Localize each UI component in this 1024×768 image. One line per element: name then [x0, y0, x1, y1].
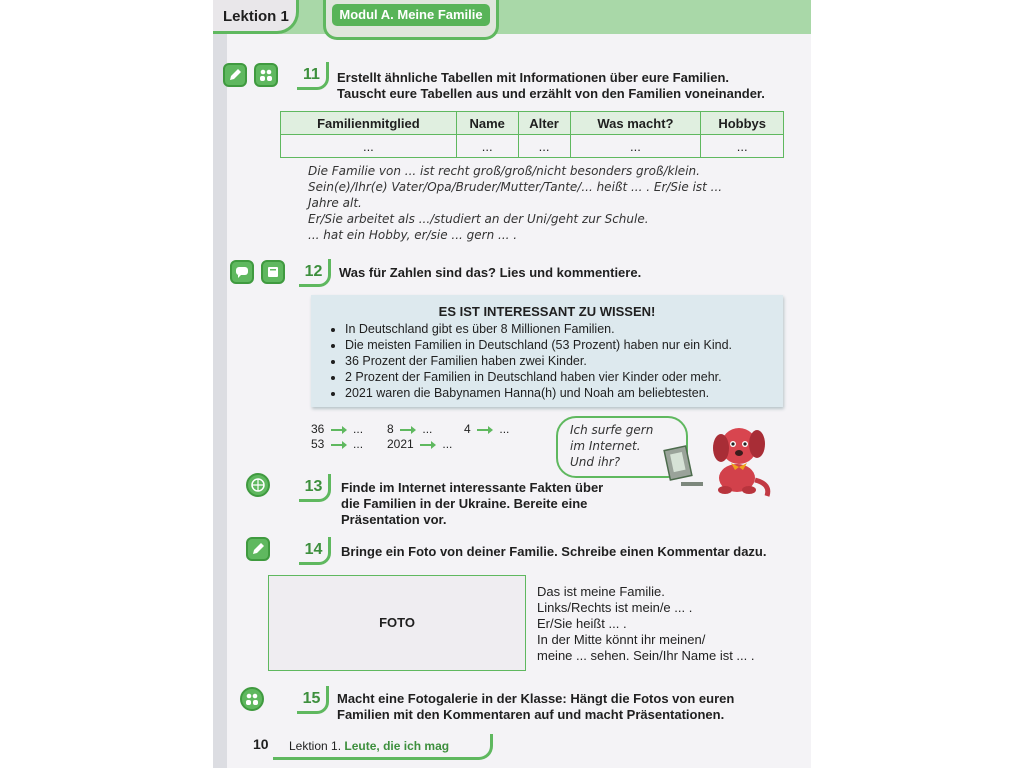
hint-line: Er/Sie arbeitet als .../studiert an der Uni/geht zur Schule.: [308, 212, 649, 226]
group-icon: [240, 687, 264, 711]
bubble-text: Ich surfe gern im Internet. Und ihr?: [570, 423, 654, 469]
hint-line: Sein(e)/Ihr(e) Vater/Opa/Bruder/Mutter/Tante/... heißt ... . Er/Sie ist ...: [308, 180, 723, 194]
number-8: 8: [387, 422, 394, 436]
task-number-13: 13: [299, 474, 331, 502]
column-header: Was macht?: [570, 112, 701, 135]
table-cell: ...: [570, 135, 701, 158]
facts-list: [311, 321, 783, 401]
hint-line: ... hat ein Hobby, er/sie ... gern ... .: [308, 228, 518, 242]
table-cell: ...: [701, 135, 784, 158]
task-number-12: 12: [299, 259, 331, 287]
task13-text: Finde im Internet interessante Fakten über die Familien in der Ukraine. Bereite eine Präsentation vor.: [341, 480, 604, 527]
list-item: • 2021 waren die Babynamen Hanna(h) und Noah am beliebtesten.: [345, 385, 783, 401]
list-item: • In Deutschland gibt es über 8 Millionen Familien.: [345, 321, 783, 337]
footer-title: [273, 734, 493, 760]
modul-label: Modul A. Meine Familie: [332, 4, 490, 26]
table-cell: ...: [281, 135, 457, 158]
arrow-right-icon: [331, 426, 347, 434]
number-row-1c: [464, 422, 509, 436]
photo-placeholder: FOTO: [268, 575, 526, 671]
table-row: [281, 135, 784, 158]
page-edge: [213, 0, 227, 768]
blank: ...: [442, 437, 453, 451]
footer-lektion: Lektion 1.: [289, 739, 342, 753]
header-band: [213, 0, 811, 34]
arrow-right-icon: [420, 441, 436, 449]
book-icon: [261, 260, 285, 284]
number-53: 53: [311, 437, 325, 451]
arrow-right-icon: [400, 426, 416, 434]
number-row-1b: [387, 422, 432, 436]
table-header-row: [281, 112, 784, 135]
speech-icon: [230, 260, 254, 284]
column-header: Name: [456, 112, 518, 135]
number-row-2b: [387, 437, 452, 451]
list-item: • 2 Prozent der Familien in Deutschland haben vier Kinder oder mehr.: [345, 369, 783, 385]
task15-text: Macht eine Fotogalerie in der Klasse: Hängt die Fotos von euren Familien mit den Kommentaren auf und macht Präsentationen.: [337, 691, 735, 722]
column-header: Hobbys: [701, 112, 784, 135]
number-36: 36: [311, 422, 325, 436]
globe-icon: [246, 473, 270, 497]
list-item: • Die meisten Familien in Deutschland (53 Prozent) haben nur ein Kind.: [345, 337, 783, 353]
column-header: Alter: [518, 112, 570, 135]
column-header: Familienmitglied: [281, 112, 457, 135]
task11-text: [337, 70, 765, 102]
task11-line2: Tauscht eure Tabellen aus und erzählt von den Familien voneinander.: [337, 86, 765, 101]
blank: ...: [499, 422, 510, 436]
photo-comment: Das ist meine Familie. Links/Rechts ist mein/e ... . Er/Sie heißt ... . In der Mitte könnt ihr meinen/ meine ... sehen. Sein/Ihr Name ist ... .: [537, 584, 755, 663]
table-cell: ...: [456, 135, 518, 158]
blank: ...: [353, 422, 364, 436]
family-table: [280, 111, 784, 158]
number-row-1: [311, 422, 363, 436]
table-cell: ...: [518, 135, 570, 158]
list-item: • 36 Prozent der Familien haben zwei Kinder.: [345, 353, 783, 369]
task14-text: Bringe ein Foto von deiner Familie. Schreibe einen Kommentar dazu.: [341, 544, 767, 559]
task-number-15: 15: [297, 686, 329, 714]
task-number-14: 14: [299, 537, 331, 565]
group-icon: [254, 63, 278, 87]
info-box-title: ES IST INTERESSANT ZU WISSEN!: [438, 304, 656, 319]
hint-line: Die Familie von ... ist recht groß/groß/nicht besonders groß/klein.: [308, 164, 700, 178]
task-number-11: 11: [297, 62, 329, 90]
number-row-2: [311, 437, 363, 451]
number-4: 4: [464, 422, 471, 436]
pencil-icon: [246, 537, 270, 561]
blank: ...: [422, 422, 433, 436]
task11-hints: [308, 163, 722, 243]
dog-with-laptop-illustration: [663, 418, 783, 498]
number-2021: 2021: [387, 437, 414, 451]
info-box: [311, 295, 783, 407]
textbook-page: [213, 0, 811, 768]
task12-text: Was für Zahlen sind das? Lies und kommentiere.: [339, 265, 642, 280]
page-number: 10: [253, 736, 269, 752]
footer-chapter: Leute, die ich mag: [344, 739, 450, 753]
hint-line: Jahre alt.: [308, 196, 362, 210]
pencil-icon: [223, 63, 247, 87]
task11-line1: Erstellt ähnliche Tabellen mit Informationen über eure Familien.: [337, 70, 730, 85]
arrow-right-icon: [477, 426, 493, 434]
blank: ...: [353, 437, 364, 451]
lektion-tab: Lektion 1: [213, 0, 299, 34]
modul-tab: [323, 0, 499, 40]
arrow-right-icon: [331, 441, 347, 449]
